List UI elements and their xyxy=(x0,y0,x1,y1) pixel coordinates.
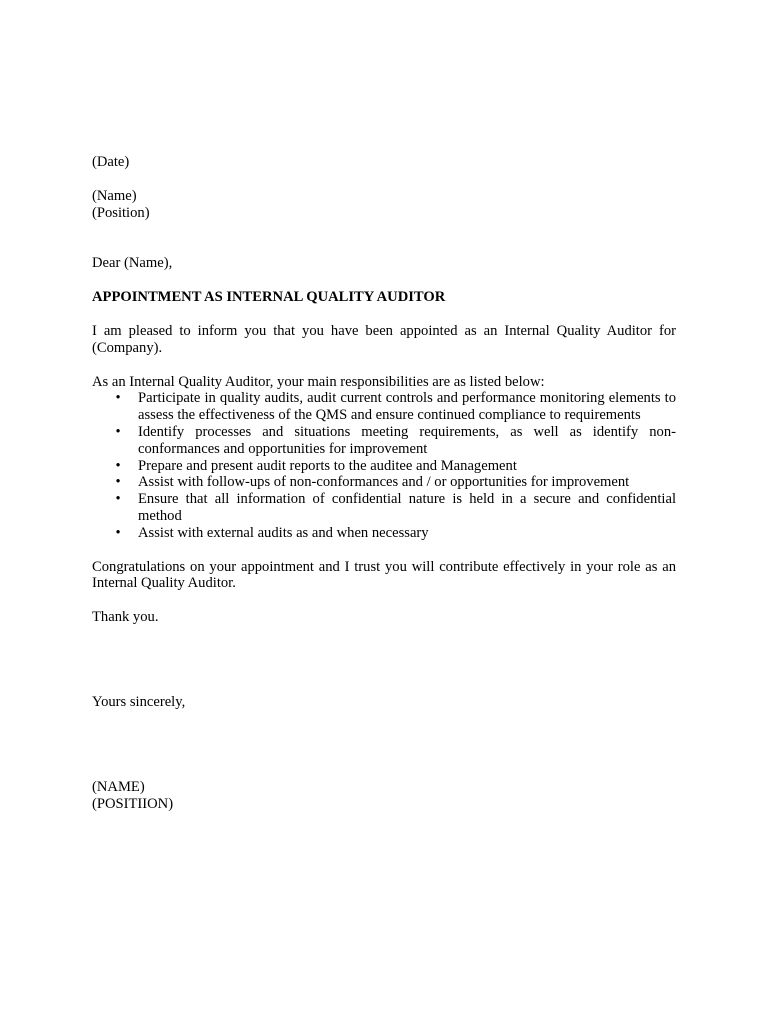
bullet-icon: • xyxy=(115,491,121,508)
list-item xyxy=(92,458,676,475)
list-item xyxy=(92,525,676,542)
salutation: Dear (Name), xyxy=(92,255,173,272)
responsibilities-list xyxy=(92,390,676,541)
list-item xyxy=(92,491,676,525)
list-item xyxy=(92,424,676,458)
bullet-icon: • xyxy=(115,390,121,407)
recipient-name: (Name) xyxy=(92,187,137,204)
thanks-line: Thank you. xyxy=(92,609,159,626)
list-item xyxy=(92,474,676,491)
letter-title: APPOINTMENT AS INTERNAL QUALITY AUDITOR xyxy=(92,289,446,306)
recipient-position: (Position) xyxy=(92,204,150,221)
list-item-text: Participate in quality audits, audit current controls and performance monitoring elements to assess the effectiveness of the QMS and ensure continued compliance to requirements xyxy=(138,390,676,424)
list-item-text: Identify processes and situations meeting requirements, as well as identify non-conformances and opportunities for improvement xyxy=(138,423,676,457)
list-item-text: Assist with external audits as and when necessary xyxy=(138,524,429,541)
bullet-icon: • xyxy=(115,423,121,440)
sender-name: (NAME) xyxy=(92,778,145,795)
bullet-icon: • xyxy=(115,474,121,491)
bullet-icon: • xyxy=(115,457,121,474)
intro-paragraph: I am pleased to inform you that you have been appointed as an Internal Quality Auditor for (Company). xyxy=(92,322,676,356)
list-item xyxy=(92,390,676,424)
list-item-text: Ensure that all information of confidential nature is held in a secure and confidential method xyxy=(138,491,676,524)
bullet-icon: • xyxy=(115,524,121,541)
sender-position: (POSITIION) xyxy=(92,795,174,812)
list-item-text: Assist with follow-ups of non-conformances and / or opportunities for improvement xyxy=(138,474,630,491)
letter-body xyxy=(92,154,676,812)
responsibilities-lead: As an Internal Quality Auditor, your main responsibilities are as listed below: xyxy=(92,373,545,390)
congratulations-paragraph: Congratulations on your appointment and I trust you will contribute effectively in your role as an Internal Quality Auditor. xyxy=(92,558,676,592)
list-item-text: Prepare and present audit reports to the auditee and Management xyxy=(138,457,517,474)
closing-line: Yours sincerely, xyxy=(92,693,186,710)
letter-date: (Date) xyxy=(92,154,130,170)
